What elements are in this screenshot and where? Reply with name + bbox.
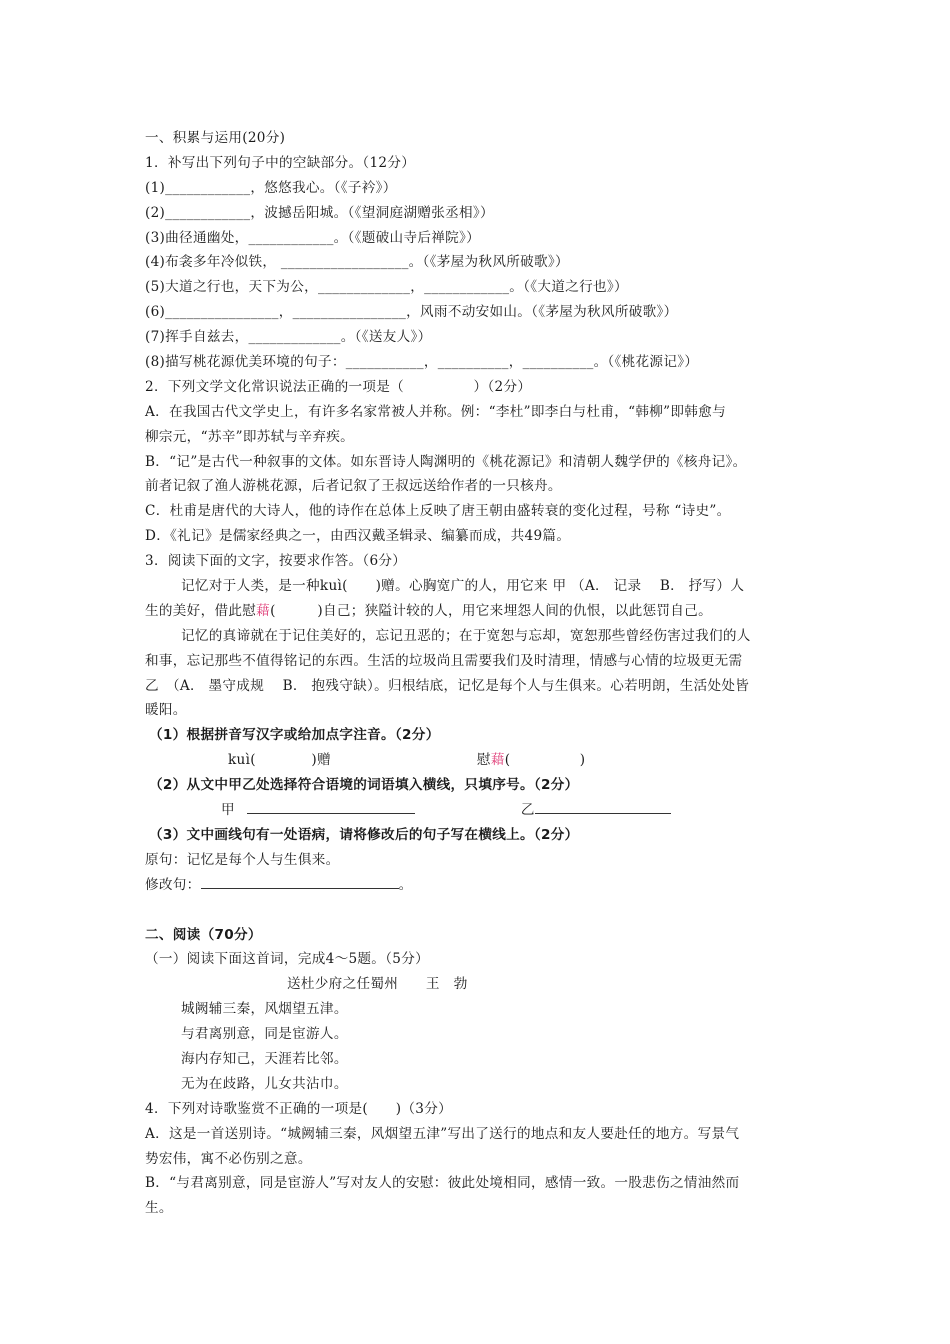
kui-blank: kuì( )赠 [228, 752, 331, 769]
q4-option-a-line2: 势宏伟，寓不必伤别之意。 [145, 1150, 312, 1167]
q3-sub-1: （1）根据拼音写汉字或给加点字注音。（2分） [149, 727, 440, 744]
q2-option-c: C．杜甫是唐代的大诗人，他的诗作在总体上反映了唐王朝由盛转衰的变化过程，号称 “诗史”。 [145, 503, 731, 520]
q3-p1-text-pre: 生的美好，借此慰 [145, 602, 257, 619]
q3-passage-p2-line3: 乙 （A． 墨守成规 B． 抱残守缺）。归根结底，记忆是每个人与生俱来。心若明朗，生活处处皆 [145, 677, 750, 694]
q1-item-3: (3)曲径通幽处，____________。（《题破山寺后禅院》） [145, 229, 481, 246]
q3-original-sentence: 原句：记忆是每个人与生俱来。 [145, 851, 340, 868]
poem-line-3: 海内存知己，天涯若比邻。 [181, 1050, 348, 1067]
q4-option-b-line1: B．“与君离别意，同是宦游人”写对友人的安慰：彼此处境相同，感情一致。一股悲伤之情油然而 [145, 1175, 740, 1192]
q2-option-a-line2: 柳宗元，“苏辛”即苏轼与辛弃疾。 [145, 428, 355, 445]
q1-item-8: (8)描写桃花源优美环境的句子：___________，__________，__________。（《桃花源记》） [145, 354, 699, 371]
q1-item-7: (7)挥手自兹去，_____________。（《送友人》） [145, 329, 432, 346]
q2-option-a-line1: A．在我国古代文学史上，有许多名家常被人并称。例：“李杜”即李白与杜甫，“韩柳”即韩愈与 [145, 403, 726, 420]
q3-sub-2: （2）从文中甲乙处选择符合语境的词语填入横线，只填序号。（2分） [149, 777, 579, 794]
dotted-char-2: 藉 [490, 752, 505, 769]
q2-option-d: D．《礼记》是儒家经典之一，由西汉戴圣辑录、编纂而成，共49篇。 [145, 528, 571, 545]
q3-passage-p2-line1: 记忆的真谛就在于记住美好的，忘记丑恶的；在于宽恕与忘却，宽恕那些曾经伤害过我们的人 [181, 627, 751, 644]
section-1-title: 一、积累与运用(20分) [145, 130, 286, 146]
q3-passage-p1-line2 [145, 599, 825, 624]
q3-passage-p2-line4: 暖阳。 [145, 702, 187, 719]
q3-sub-1-answers [145, 748, 825, 773]
jia-label: 甲 [221, 802, 235, 819]
section-2-title: 二、阅读（70分） [145, 926, 262, 943]
q1-item-6: (6)________________，________________，风雨不动安如山。（《茅屋为秋风所破歌》） [145, 304, 678, 321]
wei-blank: ( ) [504, 752, 586, 769]
q2-option-b-line1: B．“记”是古代一种叙事的文体。如东晋诗人陶渊明的《桃花源记》和清朝人魏学伊的《核舟记》。 [145, 453, 747, 470]
question-4-stem: 4．下列对诗歌鉴赏不正确的一项是( )（3分） [145, 1100, 452, 1117]
question-2-stem: 2．下列文学文化常识说法正确的一项是（ ）（2分） [145, 378, 532, 395]
q1-item-5: (5)大道之行也，天下为公，_____________，____________。（《大道之行也》） [145, 279, 628, 296]
poem-line-4: 无为在歧路，儿女共沾巾。 [181, 1075, 348, 1092]
q1-item-4: (4)布衾多年冷似铁， __________________。（《茅屋为秋风所破歌》） [145, 254, 569, 271]
poem-line-2: 与君离别意，同是宦游人。 [181, 1026, 348, 1043]
q3-revised-sentence [145, 873, 825, 898]
revised-label: 修改句： [145, 876, 201, 893]
q1-item-2: (2)____________，波撼岳阳城。（《望洞庭湖赠张丞相》） [145, 204, 494, 221]
question-3-stem: 3．阅读下面的文字，按要求作答。（6分） [145, 553, 407, 570]
q4-option-a-line1: A．这是一首送别诗。“城阙辅三秦，风烟望五津”写出了送行的地点和友人要赴任的地方。写景气 [145, 1125, 740, 1142]
wei-char: 慰 [476, 752, 491, 769]
q1-item-1: (1)____________，悠悠我心。（《子衿》） [145, 179, 397, 196]
question-1-stem: 1．补写出下列句子中的空缺部分。（12分） [145, 154, 416, 171]
poem-title: 送杜少府之任蜀州 王 勃 [287, 976, 468, 993]
q3-passage-p2-line2: 和事，忘记那些不值得铭记的东西。生活的垃圾尚且需要我们及时清理，情感与心情的垃圾更无需 [145, 652, 743, 669]
section-2-part-1: （一）阅读下面这首词，完成4～5题。（5分） [145, 951, 430, 968]
yi-label: 乙 [520, 802, 535, 819]
jia-answer-line[interactable] [247, 799, 415, 814]
revised-answer-line[interactable] [201, 874, 399, 889]
q2-option-b-line2: 前者记叙了渔人游桃花源，后者记叙了王叔远送给作者的一只核舟。 [145, 478, 562, 495]
q3-sub-2-answers [145, 798, 825, 823]
q4-option-b-line2: 生。 [145, 1200, 173, 1217]
dotted-char: 藉 [256, 602, 271, 619]
yi-answer-line[interactable] [535, 799, 671, 814]
q3-passage-p1-line1: 记忆对于人类，是一种kuì( )赠。心胸宽广的人，用它来 甲 （A． 记录 B． 抒写）人 [181, 578, 745, 595]
q3-p1-text-post: ( )自己；狭隘计较的人，用它来埋怨人间的仇恨，以此惩罚自己。 [270, 602, 712, 619]
poem-line-1: 城阙辅三秦，风烟望五津。 [181, 1001, 348, 1018]
revised-end: 。 [398, 876, 413, 893]
exam-content [145, 126, 825, 1221]
q3-sub-3: （3）文中画线句有一处语病，请将修改后的句子写在横线上。（2分） [149, 826, 579, 843]
